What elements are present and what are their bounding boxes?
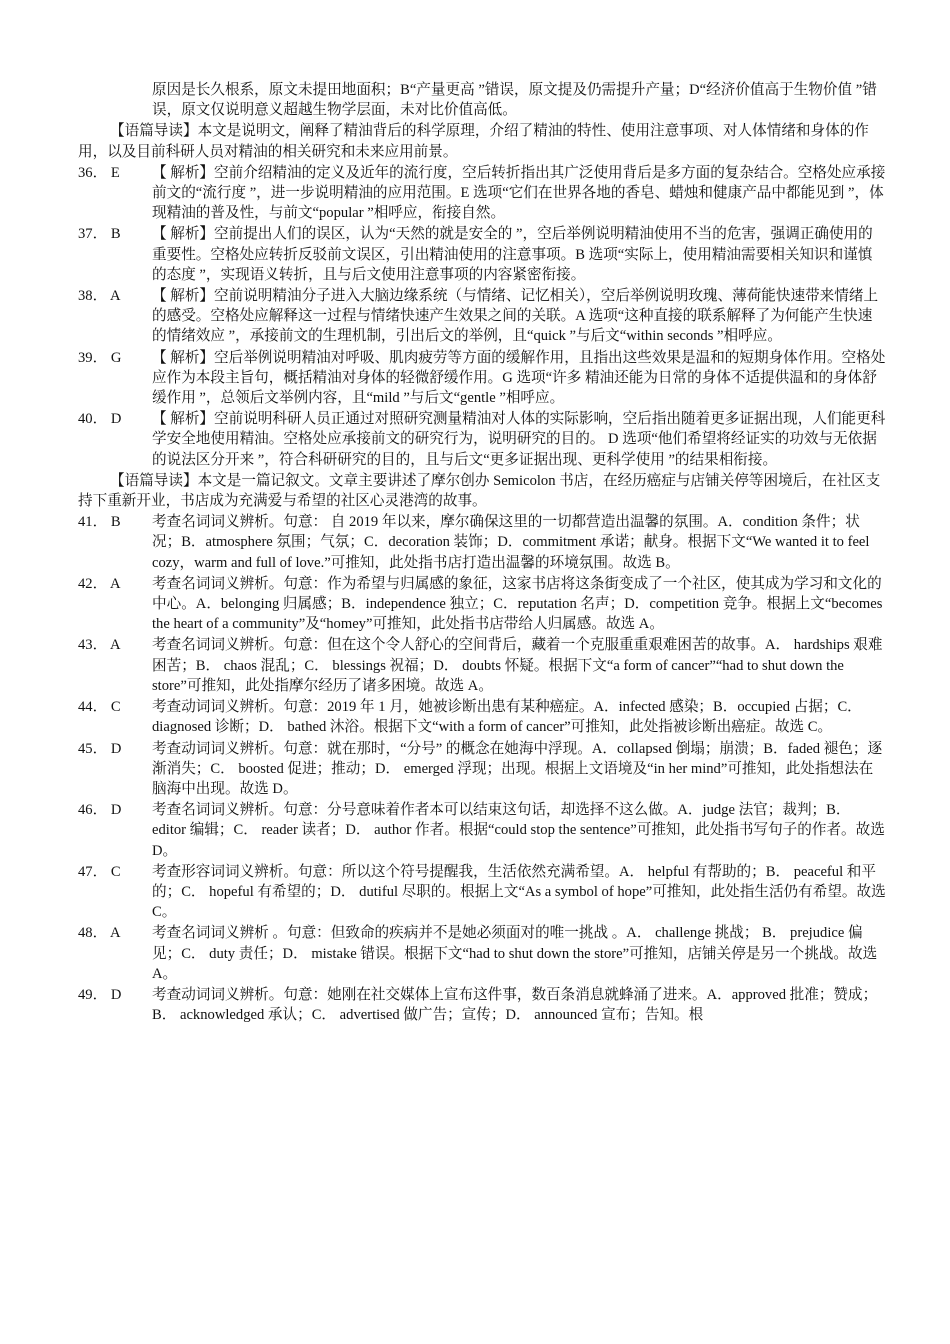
answer-number: 42． A [78,575,121,592]
answer-explanation: 考查动词词义辨析。句意：她刚在社交媒体上宣布这件事，数百条消息就蜂涌了进来。A．approved 批准；赞成；B． acknowledged 承认；C． advertised 做广告；宣传；D． announced 宣布；告知。根 [152,986,878,1024]
answer-list-2 [78,512,886,1025]
answer-explanation: 考查名词词义辨析 。句意：但致命的疾病并不是她必须面对的唯一挑战 。A． challenge 挑战； B． prejudice 偏见；C． duty 责任；D． mistake 错误。根据下文“had to shut down the store”可推知，店铺关停是另一个挑战。故选 A。 [152,925,878,982]
answer-number: 45． D [78,740,122,757]
answer-item [78,739,886,800]
answer-list-1 [78,163,886,470]
answer-number: 38． A [78,288,121,305]
answer-item [78,224,886,285]
answer-number: 44． C [78,699,121,716]
answer-item [78,862,886,923]
answer-number: 43． A [78,637,121,654]
answer-item [78,286,886,347]
answer-number: 39． G [78,349,122,366]
answer-explanation: 考查名词词义辨析。句意：作为希望与归属感的象征，这家书店将这条街变成了一个社区，使其成为学习和文化的中心。A．belonging 归属感；B．independence 独立；C．reputation 名声；D．competition 竞争。根据上文“becomes the heart of a community”及“homey”可推知，此处指书店带给人归属感。故选 A。 [152,575,883,633]
answer-item [78,697,886,737]
answer-item [78,574,886,635]
answer-item [78,409,886,470]
answer-item [78,348,886,409]
answer-item [78,512,886,573]
answer-number: 41． B [78,514,121,531]
answer-item [78,923,886,984]
answer-explanation: 【 解析】空前提出人们的误区，认为“天然的就是安全的 ”，空后举例说明精油使用不当的危害，强调正确使用的重要性。空格处应转折反驳前文误区，引出精油使用的注意事项。B 选项“实际上，使用精油需要相关知识和谨慎的态度 ”，实现语义转折，且与后文使用注意事项的内容紧密衔接。 [152,226,873,283]
answer-explanation: 考查名词词义辨析。句意：分号意味着作者本可以结束这句话，却选择不这么做。A．judge 法官；裁判；B． editor 编辑；C． reader 读者；D． author 作者。根据“could stop the sentence”可推知，此处指书写句子的作者。故选 D。 [152,802,885,859]
answer-item [78,985,886,1025]
answer-explanation: 【 解析】空后举例说明精油对呼吸、肌肉疲劳等方面的缓解作用，且指出这些效果是温和的短期身体作用。空格处应作为本段主旨句，概括精油对身体的轻微舒缓作用。G 选项“许多 精油还能为日常的身体不适提供温和的身体舒缓作用 ”，总领后文举例内容，且“mild ”与后文“gentle ”相呼应。 [152,349,886,407]
answer-explanation: 【 解析】空前介绍精油的定义及近年的流行度，空后转折指出其广泛使用背后是多方面的复杂结合。空格处应承接前文的“流行度 ”，进一步说明精油的应用范围。E 选项“它们在世界各地的香皂、蜡烛和健康产品中都能见到 ”，体现精油的普及性，与前文“popular ”相呼应，衔接自然。 [152,164,886,222]
answer-item [78,163,886,224]
passage-guide-2: 【语篇导读】本文是一篇记叙文。文章主要讲述了摩尔创办 Semicolon 书店，在经历癌症与店铺关停等困境后，在社区支持下重新开业，书店成为充满爱与希望的社区心灵港湾的故事。 [78,472,881,510]
answer-page [78,80,886,1025]
answer-number: 36． E [78,164,120,181]
answer-explanation: 考查形容词词义辨析。句意：所以这个符号提醒我，生活依然充满希望。A． helpful 有帮助的；B． peaceful 和平的；C． hopeful 有希望的；D． dutiful 尽职的。根据上文“As a symbol of hope”可推知，此处指生活仍有希望。故选 C。 [152,863,886,921]
answer-number: 48． A [78,925,121,942]
answer-explanation: 【 解析】空前说明科研人员正通过对照研究测量精油对人体的实际影响，空后指出随着更多证据出现，人们能更科学安全地使用精油。空格处应承接前文的研究行为，说明研究的目的。 D 选项“他们希望将经证实的功效与无依据的说法区分开来 ”，符合科研研究的目的，且与后文“更多证据出现、更科学使用 ”的结果相衔接。 [152,411,886,468]
answer-explanation: 考查动词词义辨析。句意：就在那时，“分号” 的概念在她海中浮现。A．collapsed 倒塌；崩溃；B．faded 褪色；逐渐消失；C． boosted 促进；推动；D． emerged 浮现；出现。根据上文语境及“in her mind”可推知，此处指想法在脑海中出现。故选 D。 [152,740,883,797]
answer-number: 47． C [78,863,121,880]
answer-number: 40． D [78,411,122,428]
answer-explanation: 【 解析】空前说明精油分子进入大脑边缘系统（与情绪、记忆相关），空后举例说明玫瑰、薄荷能快速带来情绪上的感受。空格处应解释这一过程与情绪快速产生效果之间的关联。A 选项“这种直接的联系解释了为何能产生快速的情绪效应 ”，承接前文的生理机制，引出后文的举例，且“quick ”与后文“within seconds ”相呼应。 [152,288,879,345]
answer-number: 49． D [78,986,122,1003]
answer-number: 37． B [78,226,121,243]
passage-guide-1: 【语篇导读】本文是说明文，阐释了精油背后的科学原理，介绍了精油的特性、使用注意事项、对人体情绪和身体的作用，以及目前科研人员对精油的相关研究和未来应用前景。 [78,123,869,160]
answer-explanation: 考查名词词义辨析。句意： 自 2019 年以来，摩尔确保这里的一切都营造出温馨的氛围。A．condition 条件；状况；B．atmosphere 氛围；气氛；C．decoration 装饰；D．commitment 承诺；献身。根据下文“We wanted it to feel cozy，warm and full of love.”可推知，此处指书店打造出温馨的环境氛围。故选 B。 [152,514,870,571]
answer-number: 46． D [78,802,122,819]
answer-explanation: 考查名词词义辨析。句意：但在这个令人舒心的空间背后，藏着一个克服重重艰难困苦的故事。A． hardships 艰难困苦；B． chaos 混乱；C． blessings 祝福；D． doubts 怀疑。根据下文“a form of cancer”“had to shut down the store”可推知，此处指摩尔经历了诸多困境。故选 A。 [152,637,883,694]
answer-item [78,635,886,696]
answer-explanation: 考查动词词义辨析。句意：2019 年 1 月，她被诊断出患有某种癌症。A．infected 感染；B．occupied 占据；C． diagnosed 诊断；D． bathed 沐浴。根据下文“with a form of cancer”可推知，此处指被诊断出癌症。故选 C。 [152,699,862,736]
intro-continuation: 原因是长久根系，原文未提田地面积；B“产量更高 ”错误，原文提及仍需提升产量；D“经济价值高于生物价值 ”错误，原文仅说明意义超越生物学层面，未对比价值高低。 [152,82,877,119]
answer-item [78,800,886,861]
